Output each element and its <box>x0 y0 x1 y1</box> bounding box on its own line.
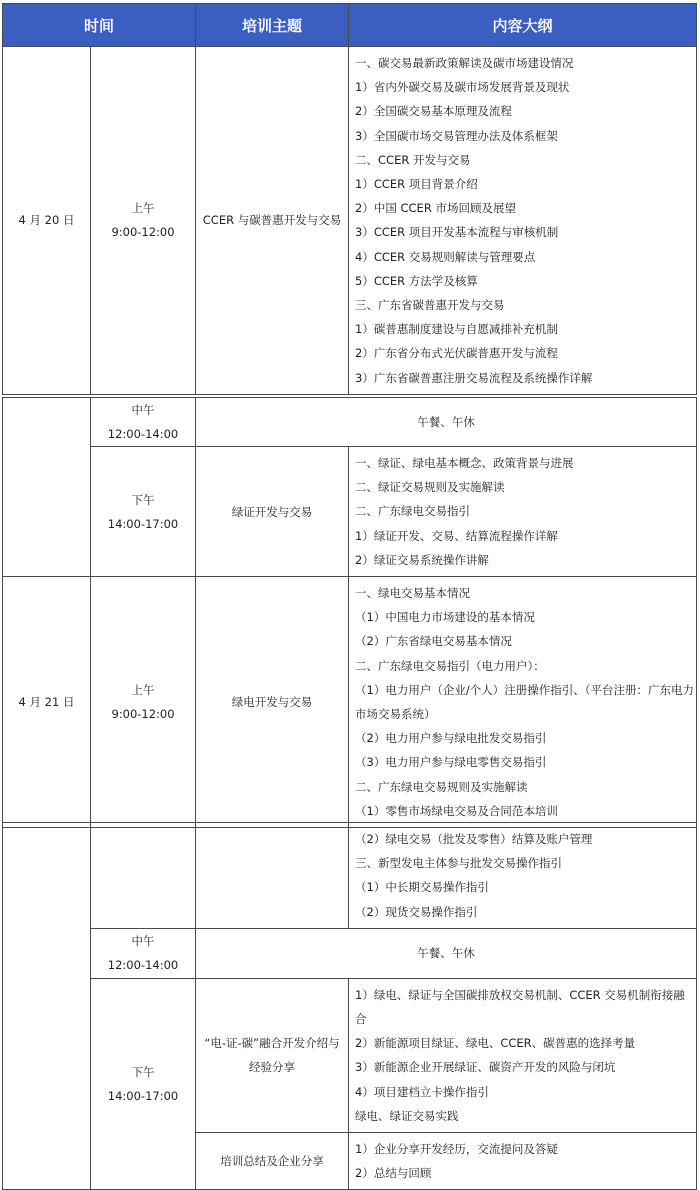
session-time-cell <box>91 978 196 1190</box>
session-period: 下午 <box>131 492 155 507</box>
outline-line: 1）碳普惠制度建设与自愿减排补充机制 <box>355 322 558 337</box>
outline-line: （2）现货交易操作指引 <box>355 904 478 919</box>
topic-cell: CCER 与碳普惠开发与交易 <box>196 47 349 395</box>
header-time: 时间 <box>3 4 196 47</box>
break-cell: 午餐、午休 <box>196 928 697 978</box>
session-time: 14:00-17:00 <box>107 516 179 531</box>
session-time-cell <box>91 47 196 395</box>
outline-line: 一、绿电交易基本情况 <box>355 586 470 601</box>
outline-cell <box>349 978 697 1132</box>
date-cell-empty <box>3 398 91 577</box>
outline-line: （1）中国电力市场建设的基本情况 <box>355 610 535 625</box>
outline-line: 二、广东绿电交易指引（电力用户）： <box>355 658 545 673</box>
table-row <box>3 47 697 395</box>
session-time-cell <box>91 398 196 447</box>
outline-line: 二、广东绿电交易规则及实施解读 <box>355 779 528 794</box>
session-time: 14:00-17:00 <box>107 1089 179 1104</box>
topic-cell: “电-证-碳”融合开发介绍与经验分享 <box>196 978 349 1132</box>
session-time: 9:00-12:00 <box>111 225 175 240</box>
outline-line: 1）绿电、绿证与全国碳排放权交易机制、CCER 交易机制衔接融合 <box>355 987 685 1027</box>
schedule-table-1 <box>2 3 697 395</box>
outline-line: （1）零售市场绿电交易及合同范本培训 <box>355 803 558 818</box>
outline-line: 2）广东省分布式光伏碳普惠开发与流程 <box>355 346 558 361</box>
outline-line: （2）绿电交易（批发及零售）结算及账户管理 <box>355 832 593 846</box>
outline-line: 3）CCER 项目开发基本流程与审核机制 <box>355 225 559 240</box>
session-time-cell <box>91 577 196 828</box>
schedule-table-2 <box>2 397 697 828</box>
table-header-row <box>3 4 697 47</box>
date-cell: 4 月 20 日 <box>3 47 91 395</box>
outline-cell <box>349 1133 697 1190</box>
outline-line: 二、绿证交易规则及实施解读 <box>355 480 505 495</box>
session-period: 下午 <box>131 1065 155 1080</box>
session-time: 12:00-14:00 <box>107 958 179 973</box>
outline-line: 3）广东省碳普惠注册交易流程及系统操作详解 <box>355 370 593 385</box>
date-cell-empty <box>3 823 91 1190</box>
outline-cell <box>349 447 697 577</box>
topic-cell-empty <box>196 823 349 929</box>
outline-line: 2）全国碳交易基本原理及流程 <box>355 104 512 119</box>
outline-line: 2）绿证交易系统操作讲解 <box>355 552 489 567</box>
table-row <box>3 577 697 828</box>
topic-cell: 绿电开发与交易 <box>196 577 349 828</box>
outline-line: 1）企业分享开发经历，交流提问及答疑 <box>355 1142 558 1157</box>
session-period: 中午 <box>131 934 155 949</box>
session-period: 中午 <box>131 403 155 417</box>
outline-cell <box>349 823 697 929</box>
outline-line: 2）中国 CCER 市场回顾及展望 <box>355 201 516 216</box>
outline-cell <box>349 577 697 828</box>
header-topic: 培训主题 <box>196 4 349 47</box>
outline-line: 三、新型发电主体参与批发交易操作指引 <box>355 856 562 871</box>
outline-line: 绿电、绿证交易实践 <box>355 1108 459 1123</box>
table-row <box>3 928 697 978</box>
outline-line: （1）中长期交易操作指引 <box>355 880 489 895</box>
table-row <box>3 978 697 1132</box>
table-row <box>3 398 697 447</box>
outline-line: 3）新能源企业开展绿证、碳资产开发的风险与闭坑 <box>355 1060 616 1075</box>
session-time-cell-empty <box>91 823 196 929</box>
session-period: 上午 <box>131 201 155 216</box>
outline-line: 5）CCER 方法学及核算 <box>355 273 478 288</box>
date-cell: 4 月 21 日 <box>3 577 91 828</box>
outline-line: 3）全国碳市场交易管理办法及体系框架 <box>355 128 558 143</box>
session-time-cell <box>91 447 196 577</box>
session-period: 上午 <box>131 683 155 698</box>
outline-line: 一、碳交易最新政策解读及碳市场建设情况 <box>355 56 574 70</box>
outline-line: 三、广东省碳普惠开发与交易 <box>355 298 505 313</box>
header-outline: 内容大纲 <box>349 4 697 47</box>
break-cell: 午餐、午休 <box>196 398 697 447</box>
outline-line: 二、广东绿电交易指引 <box>355 504 470 519</box>
schedule-table-3 <box>2 822 697 1190</box>
session-time: 12:00-14:00 <box>107 427 179 441</box>
outline-line: 二、CCER 开发与交易 <box>355 152 471 167</box>
outline-line: 一、绿证、绿电基本概念、政策背景与进展 <box>355 456 574 470</box>
outline-line: 1）绿证开发、交易、结算流程操作详解 <box>355 528 558 543</box>
outline-line: 1）省内外碳交易及碳市场发展背景及现状 <box>355 80 570 95</box>
outline-line: 2）新能源项目绿证、绿电、CCER、碳普惠的选择考量 <box>355 1036 636 1051</box>
outline-line: 4）CCER 交易规则解读与管理要点 <box>355 249 536 264</box>
topic-cell: 培训总结及企业分享 <box>196 1133 349 1190</box>
table-row <box>3 447 697 577</box>
outline-line: 4）项目建档立卡操作指引 <box>355 1084 489 1099</box>
outline-line: 1）CCER 项目背景介绍 <box>355 177 478 192</box>
outline-cell <box>349 47 697 395</box>
session-time-cell <box>91 928 196 978</box>
session-time: 9:00-12:00 <box>111 707 175 722</box>
outline-line: （2）电力用户参与绿电批发交易指引 <box>355 731 547 746</box>
outline-line: （1）电力用户（企业/个人）注册操作指引、（平台注册：广东电力市场交易系统） <box>355 682 694 722</box>
topic-cell: 绿证开发与交易 <box>196 447 349 577</box>
outline-line: （2）广东省绿电交易基本情况 <box>355 634 512 649</box>
outline-line: （3）电力用户参与绿电零售交易指引 <box>355 755 547 770</box>
table-row <box>3 823 697 929</box>
outline-line: 2）总结与回顾 <box>355 1166 432 1181</box>
